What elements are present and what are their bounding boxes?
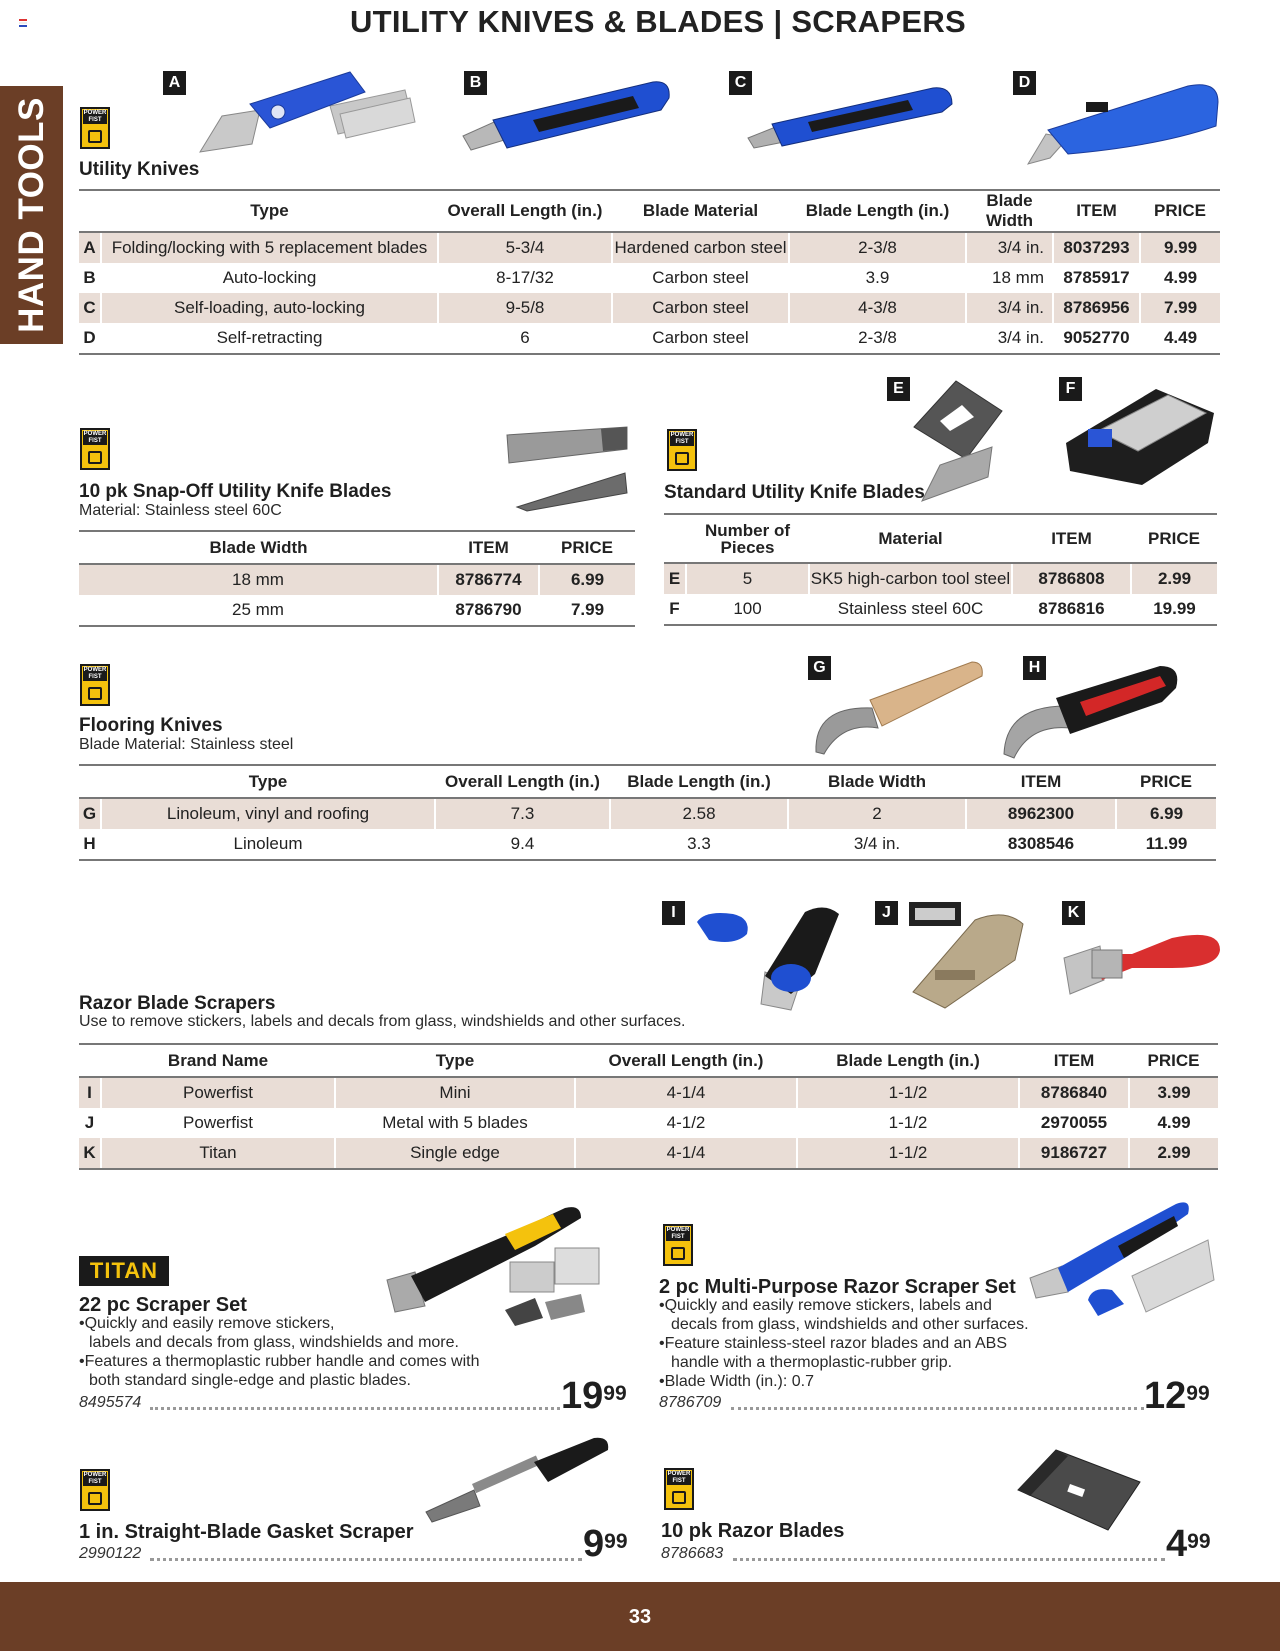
powerfist-logo: POWER FIST <box>80 428 110 470</box>
razor-blade-image <box>1016 1448 1142 1532</box>
multi-purpose-price: $12^{99}$ <box>1144 1375 1210 1417</box>
page-footer <box>0 1582 1280 1651</box>
column-header: ITEM <box>1012 514 1131 563</box>
multi-purpose-bullet: handle with a thermoplastic-rubber grip. <box>671 1354 953 1371</box>
utility-knives-title: Utility Knives <box>79 159 200 180</box>
razor-blades-price: $4^{99}$ <box>1166 1523 1211 1565</box>
column-header: Type <box>335 1044 575 1077</box>
column-header: ITEM <box>438 531 539 564</box>
table-row: H Linoleum 9.4 3.3 3/4 in. 8308546 11.99 <box>79 829 1216 860</box>
leader-dots <box>150 1558 582 1561</box>
powerfist-logo: POWER FIST <box>80 664 110 706</box>
self-loading-knife-image <box>748 76 958 150</box>
product-letter-g: G <box>808 656 831 680</box>
product-letter-d: D <box>1013 71 1036 95</box>
self-retracting-knife-image <box>1028 80 1223 166</box>
column-header: PRICE <box>1129 1044 1218 1077</box>
column-header: PRICE <box>1140 190 1220 232</box>
page-title: UTILITY KNIVES & BLADES | SCRAPERS <box>350 4 966 39</box>
auto-locking-knife-image <box>463 76 673 154</box>
scraper-set-bullet: •Features a thermoplastic rubber handle and comes with <box>79 1353 480 1370</box>
column-header: Blade Material <box>612 190 789 232</box>
scraper-set-price: $19^{99}$ <box>561 1375 627 1417</box>
scraper-set-image <box>385 1206 615 1328</box>
razor-blades-title: 10 pk Razor Blades <box>661 1520 845 1542</box>
table-row: B Auto-locking 8-17/32 Carbon steel 3.9 18 mm 8785917 4.99 <box>79 263 1220 293</box>
table-row: J Powerfist Metal with 5 blades 4-1/2 1-1/2 2970055 4.99 <box>79 1108 1218 1138</box>
product-letter-i: I <box>662 901 685 925</box>
scraper-set-bullet: labels and decals from glass, windshields and more. <box>89 1334 459 1351</box>
multi-purpose-bullet: decals from glass, windshields and other surfaces. <box>671 1316 1029 1333</box>
table-header-row <box>79 765 1216 798</box>
table-header-row <box>79 190 1220 232</box>
multi-purpose-scraper-image <box>1028 1200 1218 1325</box>
column-header: Overall Length (in.) <box>435 765 610 798</box>
snap-off-blades-image <box>505 425 630 511</box>
section-side-tab <box>0 86 63 344</box>
leader-dots <box>150 1407 560 1410</box>
table-row: F 100 Stainless steel 60C 8786816 19.99 <box>664 594 1217 625</box>
table-header-row <box>664 514 1217 563</box>
column-header: Blade Width <box>788 765 966 798</box>
gasket-scraper-title: 1 in. Straight-Blade Gasket Scraper <box>79 1521 414 1543</box>
table-row: K Titan Single edge 4-1/4 1-1/2 9186727 2.99 <box>79 1138 1218 1169</box>
gasket-scraper-image <box>424 1436 610 1526</box>
column-header: Blade Width <box>966 190 1053 232</box>
scraper-set-title: 22 pc Scraper Set <box>79 1294 247 1316</box>
leader-dots <box>731 1407 1144 1410</box>
powerfist-logo: POWER FIST <box>667 429 697 471</box>
razor-scrapers-table <box>79 1043 1218 1170</box>
column-header: Blade Length (in.) <box>797 1044 1019 1077</box>
column-header: PRICE <box>1116 765 1216 798</box>
product-letter-j: J <box>875 901 898 925</box>
standard-blades-table <box>664 513 1217 626</box>
metal-scraper-image <box>905 900 1030 1010</box>
flooring-knives-material: Blade Material: Stainless steel <box>79 736 294 753</box>
table-row: 18 mm 8786774 6.99 <box>79 564 635 595</box>
flooring-knives-title: Flooring Knives <box>79 715 223 736</box>
column-header: Blade Width <box>79 531 438 564</box>
column-header: ITEM <box>966 765 1116 798</box>
powerfist-logo: POWER FIST <box>664 1468 694 1510</box>
linoleum-knife-image <box>812 656 982 756</box>
column-header: Blade Length (in.) <box>610 765 788 798</box>
product-letter-e: E <box>887 377 910 401</box>
powerfist-logo: POWER FIST <box>663 1224 693 1266</box>
scraper-set-bullet: •Quickly and easily remove stickers, <box>79 1315 335 1332</box>
linoleum-knife-grip-image <box>1000 662 1182 760</box>
column-header: PRICE <box>539 531 635 564</box>
utility-knives-table <box>79 189 1220 355</box>
multi-purpose-title: 2 pc Multi-Purpose Razor Scraper Set <box>659 1276 1016 1298</box>
table-header-row <box>79 531 635 564</box>
table-row: E 5 SK5 high-carbon tool steel 8786808 2.99 <box>664 563 1217 594</box>
titan-logo: TITAN <box>79 1256 169 1286</box>
razor-blades-sku: 8786683 <box>661 1545 724 1562</box>
powerfist-logo: POWER FIST <box>80 107 110 149</box>
column-header: ITEM <box>1019 1044 1129 1077</box>
table-row: 25 mm 8786790 7.99 <box>79 595 635 626</box>
column-header: Type <box>101 765 435 798</box>
product-letter-c: C <box>729 71 752 95</box>
table-row: G Linoleum, vinyl and roofing 7.3 2.58 2 8962300 6.99 <box>79 798 1216 829</box>
snap-off-blades-material: Material: Stainless steel 60C <box>79 502 282 519</box>
column-header: Overall Length (in.) <box>575 1044 797 1077</box>
product-letter-h: H <box>1023 656 1046 680</box>
column-header: Brand Name <box>101 1044 335 1077</box>
scraper-set-bullet: both standard single-edge and plastic blades. <box>89 1372 411 1389</box>
product-letter-b: B <box>464 71 487 95</box>
flooring-knives-table <box>79 764 1216 861</box>
gasket-scraper-sku: 2990122 <box>79 1545 142 1562</box>
blade-dispenser-image <box>1058 385 1220 487</box>
product-letter-a: A <box>163 71 186 95</box>
column-header: Material <box>809 514 1012 563</box>
table-row: D Self-retracting 6 Carbon steel 2-3/8 3/4 in. 9052770 4.49 <box>79 323 1220 354</box>
table-row: I Powerfist Mini 4-1/4 1-1/2 8786840 3.99 <box>79 1077 1218 1108</box>
table-header-row <box>79 1044 1218 1077</box>
table-row: C Self-loading, auto-locking 9-5/8 Carbon steel 4-3/8 3/4 in. 8786956 7.99 <box>79 293 1220 323</box>
column-header: Type <box>101 190 438 232</box>
product-letter-f: F <box>1059 377 1082 401</box>
column-header: PRICE <box>1131 514 1217 563</box>
gasket-scraper-price: $9^{99}$ <box>583 1523 628 1565</box>
snap-off-blades-table <box>79 530 635 627</box>
multi-purpose-bullet: •Quickly and easily remove stickers, labels and <box>659 1297 992 1314</box>
page-number: 33 <box>628 1606 652 1628</box>
multi-purpose-sku: 8786709 <box>659 1394 722 1411</box>
product-letter-k: K <box>1062 901 1085 925</box>
column-header: Number of Pieces <box>686 514 809 563</box>
column-header: Blade Length (in.) <box>789 190 966 232</box>
powerfist-logo: POWER FIST <box>80 1469 110 1511</box>
column-header: ITEM <box>1053 190 1140 232</box>
table-row: A Folding/locking with 5 replacement blades 5-3/4 Hardened carbon steel 2-3/8 3/4 in. 8037293 9.99 <box>79 232 1220 263</box>
leader-dots <box>733 1558 1165 1561</box>
standard-blades-title: Standard Utility Knife Blades <box>664 482 925 503</box>
scraper-set-sku: 8495574 <box>79 1394 142 1411</box>
folding-knife-image <box>200 64 425 154</box>
single-edge-scraper-image <box>1062 928 1222 998</box>
side-tab-label: HAND TOOLS <box>11 97 51 333</box>
razor-scrapers-title: Razor Blade Scrapers <box>79 993 276 1014</box>
mini-scraper-image <box>695 900 855 1012</box>
razor-scrapers-description: Use to remove stickers, labels and decals from glass, windshields and other surfaces. <box>79 1013 686 1030</box>
column-header: Overall Length (in.) <box>438 190 612 232</box>
multi-purpose-bullet: •Feature stainless-steel razor blades and an ABS <box>659 1335 1008 1352</box>
multi-purpose-bullet: •Blade Width (in.): 0.7 <box>659 1373 814 1390</box>
snap-off-blades-title: 10 pk Snap-Off Utility Knife Blades <box>79 481 392 502</box>
